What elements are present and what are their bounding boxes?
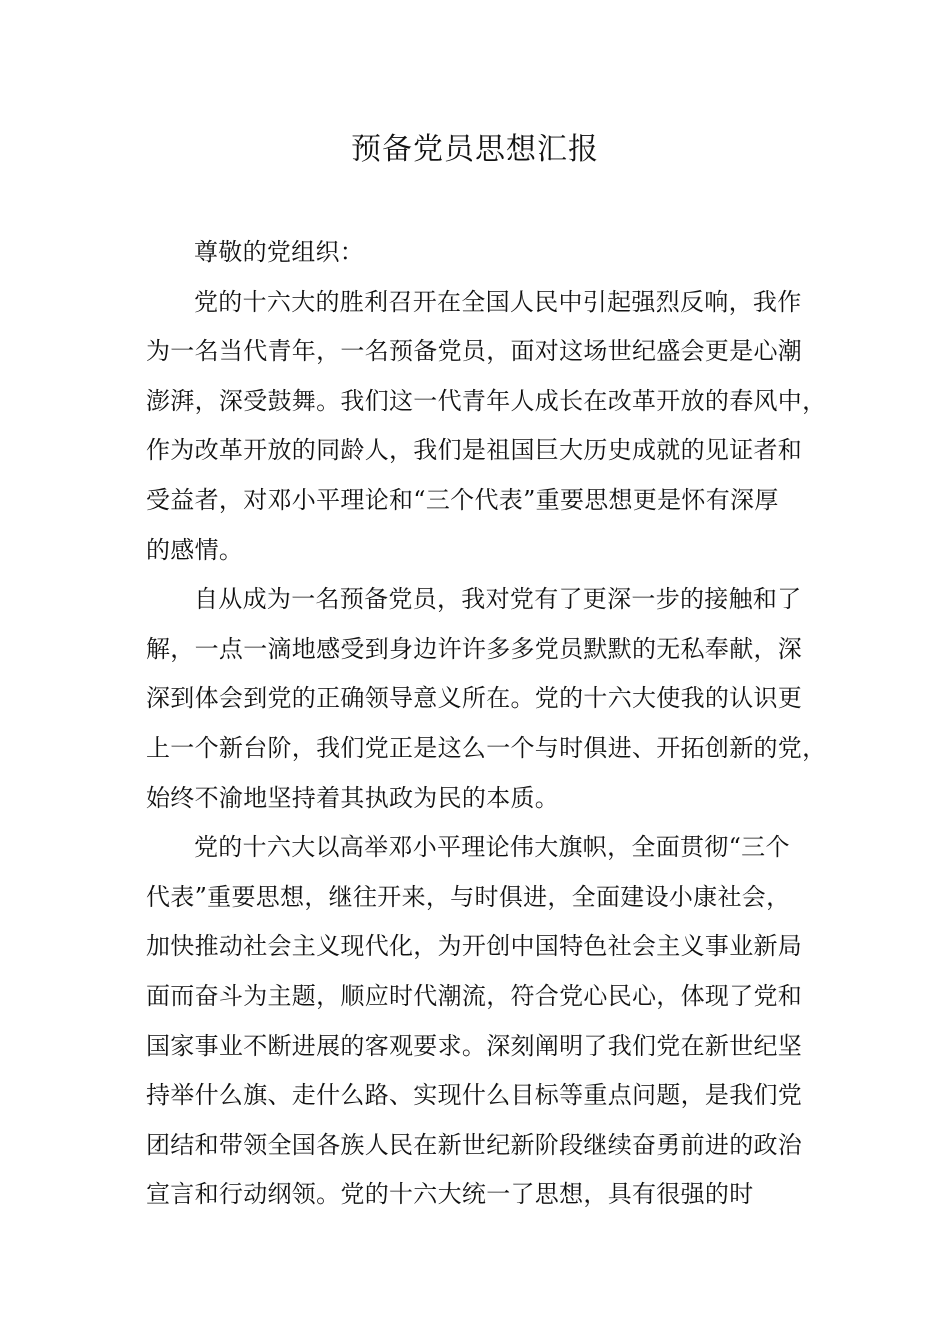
paragraph-line: 宣言和行动纲领。党的十六大统一了思想，具有很强的时 xyxy=(146,1180,754,1209)
paragraph-line: 的感情。 xyxy=(146,535,244,564)
paragraph-line: 解，一点一滴地感受到身边许许多多党员默默的无私奉献，深 xyxy=(146,634,803,663)
paragraph-line: 持举什么旗、走什么路、实现什么目标等重点问题，是我们党 xyxy=(146,1081,803,1110)
salutation: 尊敬的党组织： xyxy=(194,238,365,266)
paragraph-3 xyxy=(146,823,826,1220)
document-body xyxy=(146,228,826,1220)
paragraph-line: 受益者，对邓小平理论和“三个代表”重要思想更是怀有深厚 xyxy=(146,485,779,514)
paragraph-line: 国家事业不断进展的客观要求。深刻阐明了我们党在新世纪坚 xyxy=(146,1031,803,1060)
paragraph-line: 代表”重要思想，继往开来，与时俱进，全面建设小康社会， xyxy=(146,882,791,911)
paragraph-line: 上一个新台阶，我们党正是这么一个与时俱进、开拓创新的党， xyxy=(146,733,827,762)
paragraph-line: 党的十六大的胜利召开在全国人民中引起强烈反响，我作 xyxy=(194,287,802,316)
paragraph-1 xyxy=(146,278,826,576)
paragraph-line: 加快推动社会主义现代化，为开创中国特色社会主义事业新局 xyxy=(146,932,803,961)
paragraph-line: 始终不渝地坚持着其执政为民的本质。 xyxy=(146,783,560,812)
paragraph-line: 党的十六大以高举邓小平理论伟大旗帜，全面贯彻“三个 xyxy=(194,833,790,862)
paragraph-line: 作为改革开放的同龄人，我们是祖国巨大历史成就的见证者和 xyxy=(146,436,803,465)
paragraph-line: 为一名当代青年，一名预备党员，面对这场世纪盛会更是心潮 xyxy=(146,337,803,366)
paragraph-line: 深到体会到党的正确领导意义所在。党的十六大使我的认识更 xyxy=(146,684,803,713)
document-title: 预备党员思想汇报 xyxy=(351,132,599,167)
paragraph-line: 团结和带领全国各族人民在新世纪新阶段继续奋勇前进的政治 xyxy=(146,1130,803,1159)
paragraph-line: 澎湃，深受鼓舞。我们这一代青年人成长在改革开放的春风中， xyxy=(146,386,827,415)
paragraph-2 xyxy=(146,575,826,823)
paragraph-line: 自从成为一名预备党员，我对党有了更深一步的接触和了 xyxy=(194,585,802,614)
paragraph-line: 面而奋斗为主题，顺应时代潮流，符合党心民心，体现了党和 xyxy=(146,981,803,1010)
